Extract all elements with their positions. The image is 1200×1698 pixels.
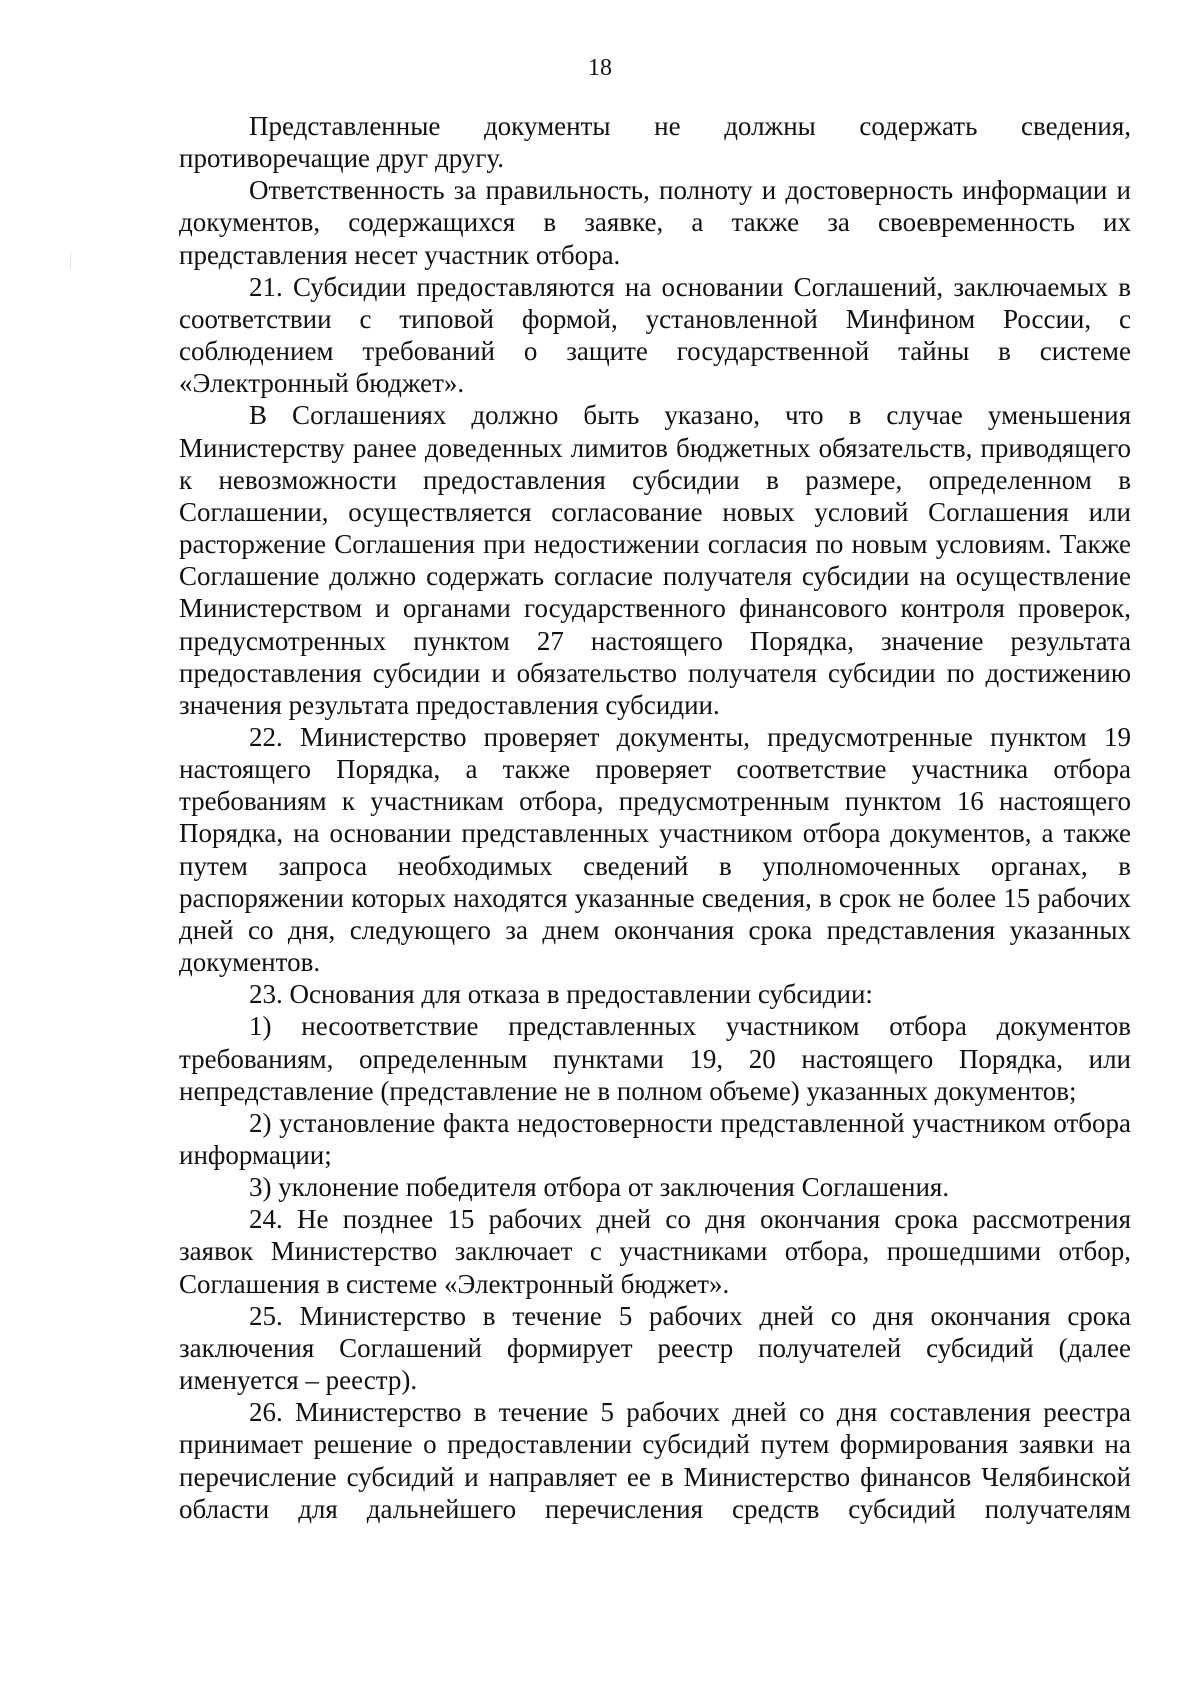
paragraph-responsibility: Ответственность за правильность, полноту и достоверность информации и документов, содержащихся в заявке, а также за своевременность их представления несет участник отбора. [179, 175, 1131, 270]
list-item-3: 3) уклонение победителя отбора от заключения Соглашения. [249, 1172, 950, 1203]
paragraph-23: 23. Основания для отказа в предоставлении субсидии: [249, 979, 873, 1010]
paragraph-documents-consistency: Представленные документы не должны содержать сведения, противоречащие друг другу. [179, 111, 1131, 174]
paragraph-25: 25. Министерство в течение 5 рабочих дней со дня окончания срока заключения Соглашений формирует реестр получателей субсидий (далее именуется – реестр). [179, 1300, 1131, 1396]
paragraph-24: 24. Не позднее 15 рабочих дней со дня окончания срока рассмотрения заявок Министерство заключает с участниками отбора, прошедшими отбор, Соглашения в системе «Электронный бюджет». [179, 1204, 1131, 1299]
page-number: 18 [588, 55, 612, 81]
list-item-2: 2) установление факта недостоверности представленной участником отбора информации; [179, 1107, 1131, 1170]
paragraph-21: 21. Субсидии предоставляются на основании Соглашений, заключаемых в соответствии с типовой формой, установленной Минфином России, с соблюдением требований о защите государственной тайны в системе «Электронный бюджет». [179, 271, 1131, 399]
paragraph-22: 22. Министерство проверяет документы, предусмотренные пунктом 19 настоящего Порядка, а также проверяет соответствие участника отбора требованиям к участникам отбора, предусмотренным пунктом 16 настоящего Порядка, на основании представленных участником отбора документов, а также путем запроса необходимых сведений в уполномоченных органах, в распоряжении которых находятся указанные сведения, в срок не более 15 рабочих дней со дня, следующего за днем окончания срока представления указанных документов. [179, 721, 1131, 978]
paragraph-26: 26. Министерство в течение 5 рабочих дней со дня составления реестра принимает решение о предоставлении субсидий путем формирования заявки на перечисление субсидий и направляет ее в Министерство финансов Челябинской области для дальнейшего перечисления средств субсидий получателям [179, 1397, 1131, 1524]
list-item-1: 1) несоответствие представленных участником отбора документов требованиям, определенным пунктами 19, 20 настоящего Порядка, или непредставление (представление не в полном объеме) указанных документов; [179, 1011, 1131, 1106]
paragraph-agreement-conditions: В Соглашениях должно быть указано, что в случае уменьшения Министерству ранее доведенных лимитов бюджетных обязательств, приводящего к невозможности предоставления субсидии в размере, определенном в Соглашении, осуществляется согласование новых условий Соглашения или расторжение Соглашения при недостижении согласия по новым условиям. Также Соглашение должно содержать согласие получателя субсидии на осуществление Министерством и органами государственного финансового контроля проверок, предусмотренных пунктом 27 настоящего Порядка, значение результата предоставления субсидии и обязательство получателя субсидии по достижению значения результата предоставления субсидии. [179, 400, 1131, 720]
document-body [179, 110, 1131, 1525]
scan-margin-mark [70, 252, 71, 270]
